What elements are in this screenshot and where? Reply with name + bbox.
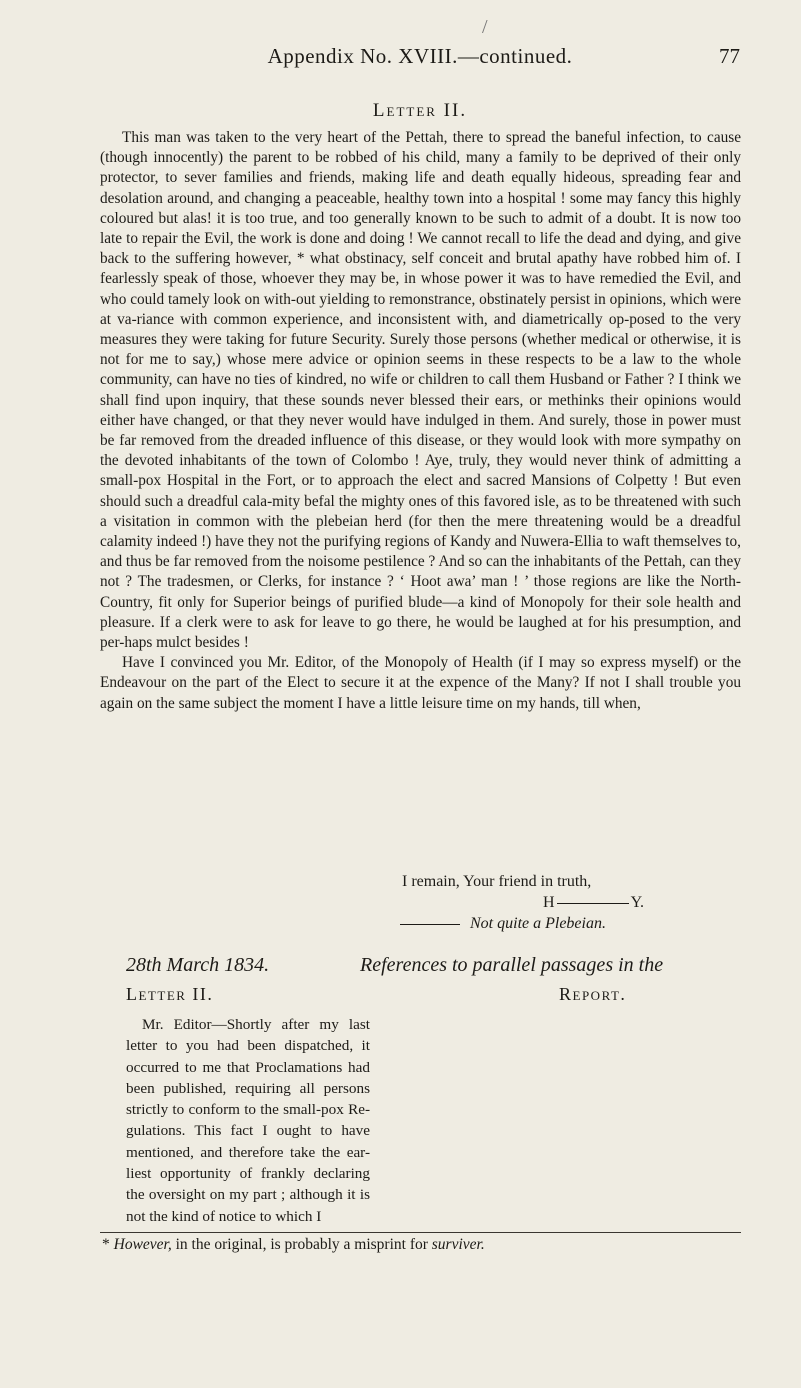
closing-remain: I remain, Your friend in truth,: [402, 873, 592, 890]
running-title: Appendix No. XVIII.—continued.: [267, 44, 573, 68]
signature-dash: [557, 903, 629, 904]
letter-body: [100, 128, 741, 714]
page-header: [100, 16, 740, 74]
pseudonym-rule: [400, 924, 460, 925]
letter-heading: Letter II.: [372, 100, 468, 121]
second-letter-paragraph: Mr. Editor—Shortly after my last letter to you had been dispatched, it occurred to me that Proclamations had been published, requiring all persons strictly to conform to the small-pox Re-gulations. This fact I ought to have mentioned, and therefore take the ear-liest opportunity of frankly declaring the oversight on my part ; although it is not the kind of notice to which I: [126, 1016, 370, 1225]
second-letter-body: [126, 1014, 370, 1227]
footnote-italic-end: surviver.: [431, 1236, 485, 1253]
footnote-italic-start: However,: [113, 1236, 172, 1253]
signature: [543, 893, 644, 913]
letter-date: 28th March 1834.: [126, 954, 270, 976]
signature-initial-right: Y.: [630, 894, 645, 911]
body-paragraph-2: Have I convinced you Mr. Editor, of the Monopoly of Health (if I may so express myself) or the Endeavour on the part of the Elect to secure it at the expence of the Many? If not I shall trouble you again on the same subject the moment I have a little leisure time on my hands, till when,: [100, 654, 741, 712]
footnote-marker: *: [102, 1236, 110, 1253]
report-label: Report.: [559, 984, 627, 1004]
second-letter-heading: Letter II.: [126, 984, 214, 1004]
top-mark: /: [482, 16, 488, 38]
signature-initial-left: H: [543, 894, 555, 911]
page-number: 77: [719, 44, 740, 68]
footnote: [102, 1235, 743, 1255]
references-heading: References to parallel passages in the: [360, 954, 664, 976]
footnote-rule: [100, 1232, 741, 1233]
footnote-text: in the original, is probably a misprint for: [171, 1236, 432, 1253]
pseudonym: Not quite a Plebeian.: [470, 915, 606, 932]
pseudonym-line: [400, 914, 606, 934]
body-paragraph-1: This man was taken to the very heart of the Pettah, there to spread the baneful infection, to cause (though innocently) the parent to be robbed of his child, many a family to be deprived of their only protector, to sever families and friends, making life and death equally hideous, spreading fear and desolation around, and changing a peaceable, healthy town into a hospital ! some may fancy this highly coloured but alas! it is too true, and too generally known to be such to admit of a doubt. It is now too late to repair the Evil, the work is done and doing ! We cannot recall to life the dead and dying, and give back to the suffering however, * what obstinacy, self conceit and brutal apathy have robbed him of. I fearlessly speak of those, whoever they may be, in whose power it was to have remedied the Evil, and who could tamely look on with-out yielding to remonstrance, obstinately persist in opinions, which were at va-riance with common experience, and inconsistent with, and diametrically op-posed to the very measures they were taking for future Security. Surely those persons (whether medical or otherwise, it is not for me to say,) whose mere advice or opinion seems in these respects to be a law to the whole community, can have no ties of kindred, no wife or children to call them Husband or Father ? I think we shall find upon inquiry, that these sounds never blessed their ears, or methinks their opinions would either have changed, or that they never would have indulged in them. And surely, those in power must be far removed from the dreaded influence of this disease, or they would look with more sympathy on the devoted inhabitants of the town of Colombo ! Aye, truly, they would never think of admitting a small-pox Hospital in the Fort, or to approach the elect and sacred Mansions of Colpetty ! But even should such a dreadful cala-mity befal the mighty ones of this favored isle, as to be threatened with such a visitation in common with the plebeian herd (for then the mere threatening would be a dreadful calamity indeed !) have they not the purifying regions of Kandy and Nuwera-Ellia to waft themselves to, and thus be far removed from the noisome pestilence ? And so can the inhabitants of the Pettah, can they not ? The tradesmen, or Clerks, for instance ? ‘ Hoot awa’ man ! ’ those regions are like the North-Country, fit only for Superior beings of purified blude—a kind of Monopoly for their sole health and pleasure. If a clerk were to ask for leave to go there, he would be laughed at for his presumption, and per-haps mulct besides !: [100, 129, 741, 652]
